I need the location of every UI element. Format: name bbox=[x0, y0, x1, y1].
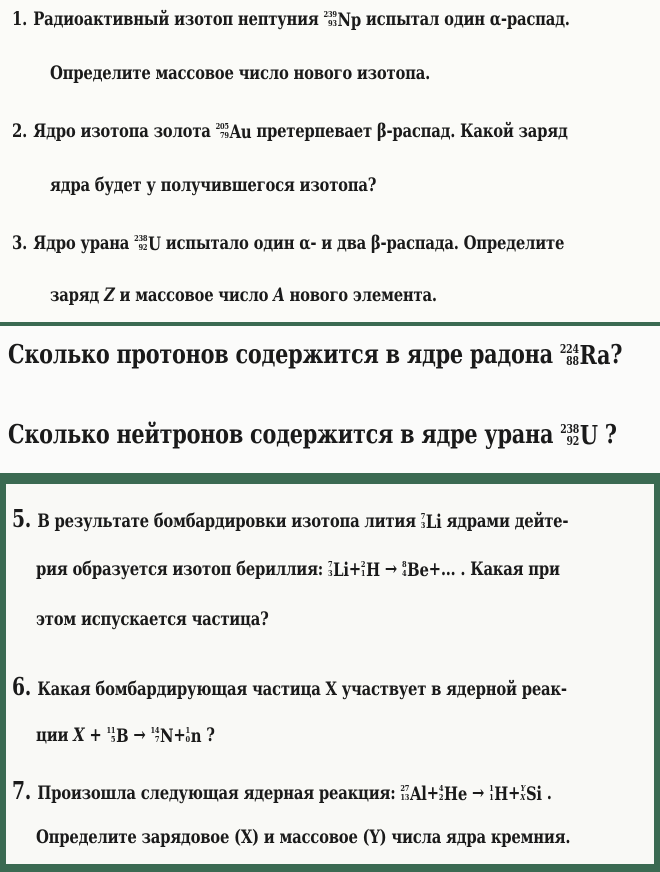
period: . bbox=[546, 782, 552, 804]
element-symbol: Ra bbox=[579, 341, 611, 371]
mass-number: 8 bbox=[401, 560, 407, 571]
questions-panel-3 bbox=[6, 484, 654, 864]
questions-panel-1 bbox=[0, 0, 660, 322]
question-5-line-1 bbox=[12, 504, 568, 533]
question-text: Какая бомбардирующая частица X участвует в ядерной реак- bbox=[37, 678, 567, 700]
question-text: испытало один α- и два β-распада. Определите bbox=[165, 232, 565, 254]
question-text: В результате бомбардировки изотопа лития bbox=[37, 510, 416, 532]
arrow-icon: → bbox=[384, 558, 398, 580]
question-text: этом испускается частица? bbox=[36, 608, 269, 630]
arrow-icon: → bbox=[133, 724, 146, 746]
element-symbol: He bbox=[444, 783, 468, 805]
element-symbol: Si bbox=[525, 783, 542, 805]
atomic-number: 1 bbox=[360, 569, 366, 579]
mass-number: 238 bbox=[134, 234, 148, 245]
question-text: ядрами дейте- bbox=[446, 510, 569, 532]
question-uranium bbox=[8, 420, 617, 451]
mass-number: 238 bbox=[560, 422, 580, 437]
question-1-line-2 bbox=[50, 62, 430, 84]
atomic-number: 7 bbox=[154, 735, 160, 745]
atomic-number: 88 bbox=[566, 354, 579, 368]
element-symbol: B bbox=[116, 725, 129, 747]
question-text: претерпевает β-распад. Какой заряд bbox=[256, 120, 568, 142]
question-mark: ? bbox=[206, 724, 215, 746]
question-text: заряд bbox=[50, 284, 100, 306]
nuclide-u bbox=[134, 233, 161, 255]
mass-number: 7 bbox=[327, 560, 333, 571]
atomic-number: 79 bbox=[219, 131, 229, 141]
question-text: Определите массовое число нового изотопа. bbox=[50, 62, 431, 84]
question-6-line-2 bbox=[36, 724, 215, 747]
question-2-line-2 bbox=[50, 174, 376, 196]
question-mark: ? bbox=[610, 340, 623, 370]
question-text: рия образуется изотоп бериллия: bbox=[36, 558, 324, 580]
element-symbol: N bbox=[160, 725, 174, 747]
question-3-line-2 bbox=[50, 284, 437, 306]
nuclide-u bbox=[560, 421, 598, 451]
plus-sign: + bbox=[348, 558, 361, 580]
nuclide-h bbox=[489, 783, 508, 805]
element-symbol: Al bbox=[409, 783, 427, 805]
element-symbol: U bbox=[148, 233, 161, 255]
plus-sign: + bbox=[508, 782, 521, 804]
question-text: Произошла следующая ядерная реакция: bbox=[37, 782, 396, 804]
atomic-number: 93 bbox=[327, 19, 337, 29]
question-number: 7. bbox=[12, 776, 32, 805]
variable-x: X bbox=[73, 724, 85, 746]
plus-sign: + bbox=[426, 782, 439, 804]
atomic-number: 2 bbox=[438, 793, 444, 803]
question-text: Ядро изотопа золота bbox=[33, 120, 211, 142]
nuclide-n14 bbox=[150, 725, 173, 747]
mass-number: Y bbox=[520, 784, 526, 795]
question-text: ции bbox=[36, 724, 69, 746]
mass-number: 7 bbox=[420, 512, 426, 523]
mass-number: 11 bbox=[106, 726, 116, 737]
nuclide-be bbox=[402, 559, 429, 581]
element-symbol: Li bbox=[333, 559, 349, 581]
question-text: и массовое число bbox=[119, 284, 269, 306]
question-text: +… . Какая при bbox=[428, 558, 560, 580]
nuclide-al bbox=[400, 783, 426, 805]
element-symbol: H bbox=[494, 783, 509, 805]
atomic-number: 4 bbox=[401, 569, 407, 579]
question-text: Радиоактивный изотоп нептуния bbox=[33, 8, 319, 30]
questions-panel-2 bbox=[0, 326, 660, 473]
mass-number: 1 bbox=[489, 784, 494, 795]
mass-number: 2 bbox=[360, 560, 366, 571]
atomic-number: X bbox=[520, 793, 526, 803]
mass-number: 1 bbox=[185, 726, 190, 737]
question-1-line-1 bbox=[12, 8, 570, 31]
question-mark: ? bbox=[604, 420, 617, 450]
question-text: Сколько протонов содержится в ядре радона bbox=[8, 340, 553, 370]
variable-z: Z bbox=[104, 284, 115, 306]
atomic-number: 13 bbox=[400, 793, 410, 803]
question-text: Определите зарядовое (X) и массовое (Y) числа ядра кремния. bbox=[36, 826, 571, 848]
mass-number: 224 bbox=[559, 342, 579, 357]
mass-number: 239 bbox=[323, 10, 337, 21]
nuclide-h bbox=[361, 559, 380, 581]
question-number: 6. bbox=[12, 672, 32, 701]
nuclide-neutron bbox=[186, 725, 202, 747]
element-symbol: Np bbox=[337, 9, 361, 31]
atomic-number: 1 bbox=[489, 793, 494, 803]
atomic-number: 92 bbox=[566, 434, 580, 448]
variable-a: A bbox=[273, 284, 285, 306]
nuclide-si bbox=[520, 783, 542, 805]
nuclide-ra bbox=[560, 341, 610, 371]
question-number: 5. bbox=[12, 504, 32, 533]
question-number: 1. bbox=[12, 8, 28, 30]
atomic-number: 3 bbox=[327, 569, 333, 579]
arrow-icon: → bbox=[471, 782, 485, 804]
element-symbol: H bbox=[366, 559, 380, 581]
question-text: ядра будет у получившегося изотопа? bbox=[50, 174, 377, 196]
question-text: нового элемента. bbox=[289, 284, 437, 306]
mass-number: 14 bbox=[150, 726, 160, 737]
question-text: Ядро урана bbox=[33, 232, 130, 254]
nuclide-he bbox=[439, 783, 467, 805]
question-3-line-1 bbox=[12, 232, 564, 255]
nuclide-b bbox=[107, 725, 129, 747]
element-symbol: Au bbox=[229, 121, 252, 143]
question-7-line-1 bbox=[12, 776, 552, 805]
mass-number: 27 bbox=[400, 784, 410, 795]
question-2-line-1 bbox=[12, 120, 568, 143]
element-symbol: U bbox=[579, 421, 598, 451]
nuclide-np bbox=[324, 9, 361, 31]
element-symbol: Li bbox=[425, 511, 442, 533]
question-7-line-2 bbox=[36, 826, 570, 848]
plus-sign: + bbox=[173, 724, 186, 746]
question-6-line-1 bbox=[12, 672, 567, 701]
atomic-number: 0 bbox=[185, 735, 190, 745]
question-number: 2. bbox=[12, 120, 28, 142]
question-5-line-2 bbox=[36, 558, 560, 581]
question-text: испытал один α-распад. bbox=[365, 8, 570, 30]
mass-number: 4 bbox=[438, 784, 444, 795]
nuclide-li bbox=[328, 559, 349, 581]
question-radon bbox=[8, 340, 622, 371]
element-symbol: n bbox=[190, 725, 202, 747]
element-symbol: Be bbox=[407, 559, 429, 581]
atomic-number: 92 bbox=[138, 243, 148, 253]
question-5-line-3 bbox=[36, 608, 269, 630]
mass-number: 205 bbox=[215, 122, 229, 133]
nuclide-au bbox=[216, 121, 252, 143]
plus-sign: + bbox=[89, 724, 102, 746]
question-text: Сколько нейтронов содержится в ядре урана bbox=[8, 420, 554, 450]
nuclide-li bbox=[421, 511, 442, 533]
atomic-number: 5 bbox=[110, 735, 116, 745]
question-number: 3. bbox=[12, 232, 28, 254]
atomic-number: 3 bbox=[420, 521, 426, 531]
